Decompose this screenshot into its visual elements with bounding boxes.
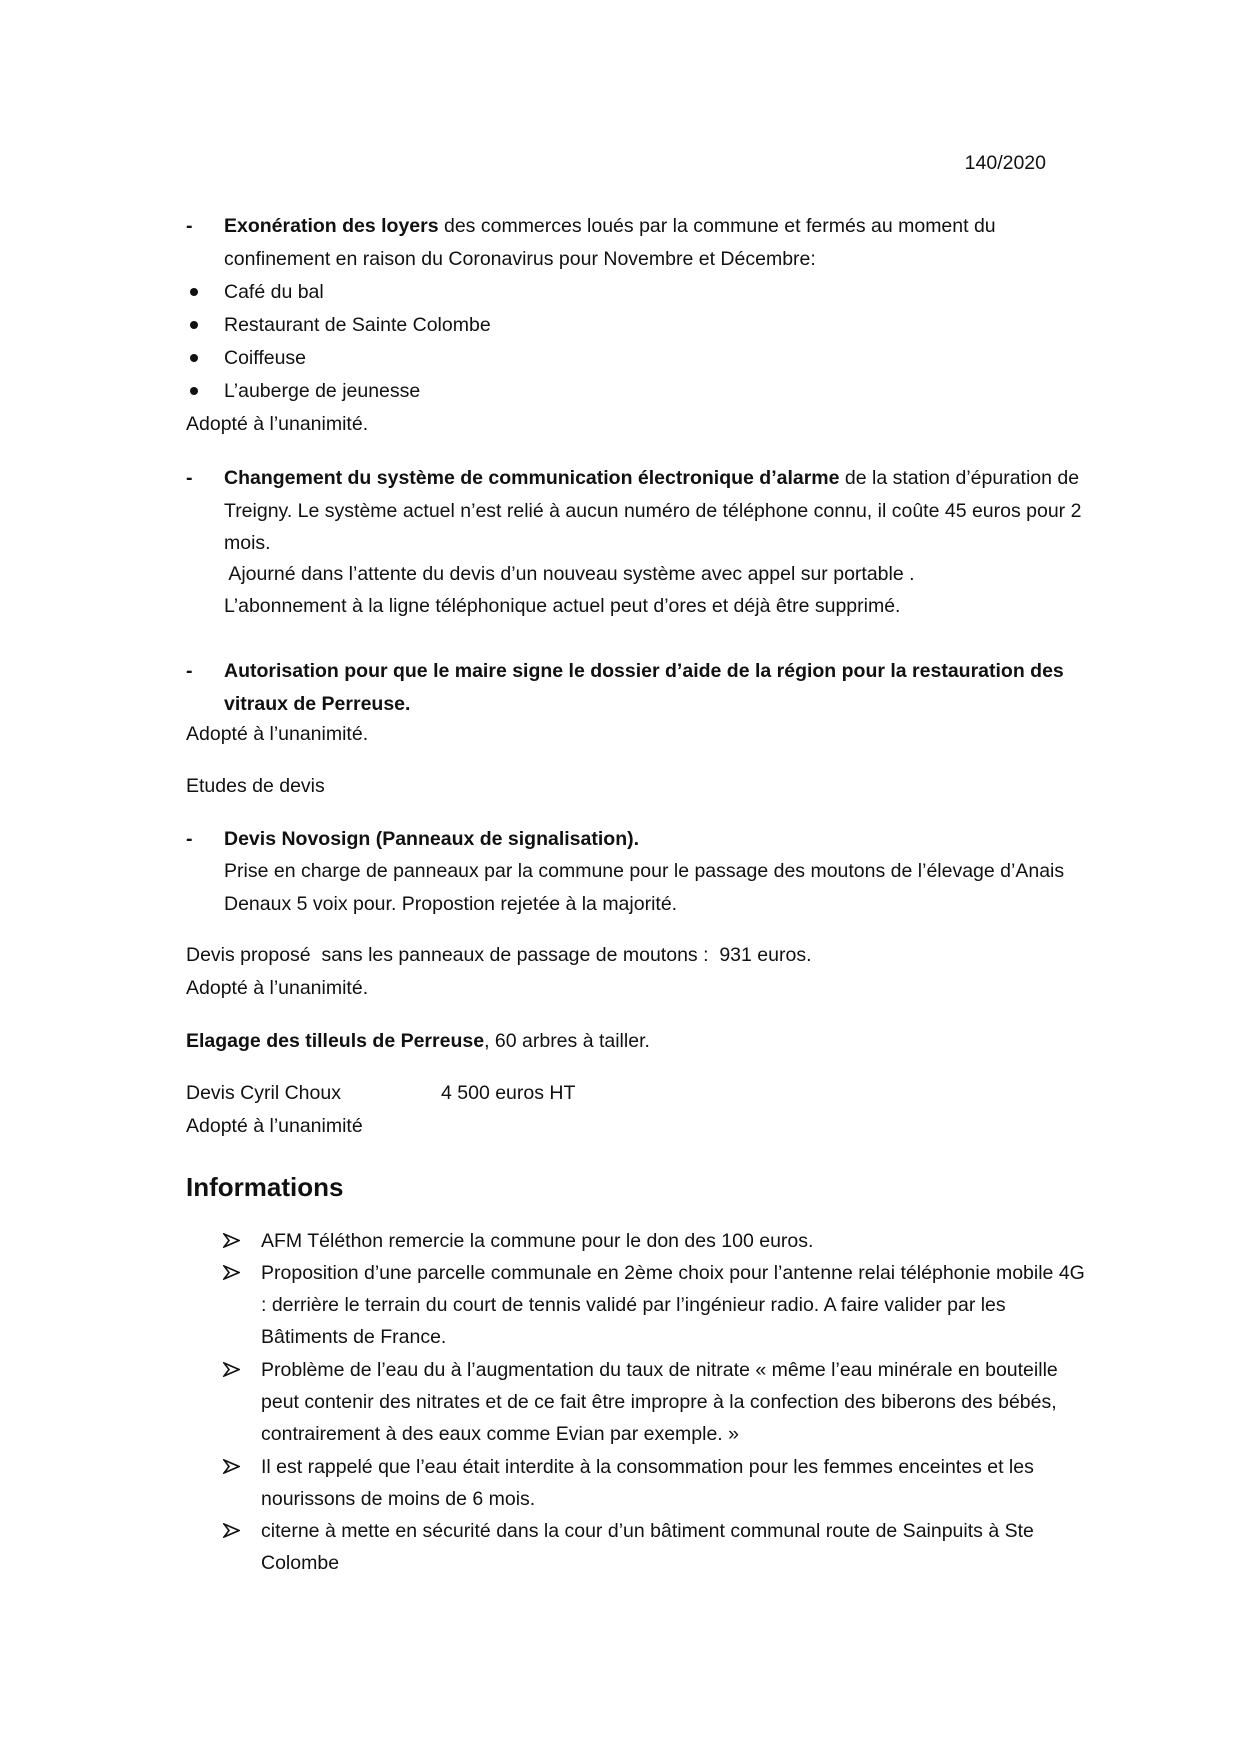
alarme-note-ajourne: Ajourné dans l’attente du devis d’un nouveau système avec appel sur portable . (224, 563, 915, 585)
arrow-bullet-icon (223, 1265, 240, 1280)
bullet-item: Café du bal (224, 281, 324, 303)
devis-cyril-label: Devis Cyril Choux (186, 1082, 341, 1104)
bullet-item: Coiffeuse (224, 347, 307, 369)
autorisation-result: Adopté à l’unanimité. (186, 723, 369, 745)
info-item: Il est rappelé que l’eau était interdite à la consommation pour les femmes enceintes et les nourissons de moins de 6 mois. (261, 1456, 1034, 1511)
exoneration-text: des commerces loués par la commune et fermés au moment du confinement en raison du Coronavirus pour Novembre et Décembre: (224, 215, 996, 270)
dash-marker: - (186, 215, 193, 237)
etudes-devis-heading: Etudes de devis (186, 775, 325, 797)
bullet-dot-icon (190, 354, 198, 362)
informations-heading: Informations (186, 1172, 344, 1202)
alarme-paragraph (224, 462, 1094, 560)
alarme-text: de la station d’épuration de Treigny. Le système actuel n’est relié à aucun numéro de téléphone connu, il coûte 45 euros pour 2 mois. (224, 467, 1082, 555)
dash-marker: - (186, 828, 193, 850)
arrow-bullet-icon (223, 1362, 240, 1377)
bullet-item: L’auberge de jeunesse (224, 380, 421, 402)
dash-marker: - (186, 467, 193, 489)
info-item: Proposition d’une parcelle communale en 2ème choix pour l’antenne relai téléphonie mobile 4G : derrière le terrain du court de tennis validé par l’ingénieur radio. A faire valider par les Bâtiments de France. (261, 1262, 1085, 1349)
info-item: Problème de l’eau du à l’augmentation du taux de nitrate « même l’eau minérale en bouteille peut contenir des nitrates et de ce fait être impropre à la confection des biberons des bébés, contrairement à des eaux comme Evian par exemple. » (261, 1359, 1058, 1446)
bullet-item: Restaurant de Sainte Colombe (224, 314, 491, 336)
bullet-dot-icon (190, 321, 198, 329)
bullet-dot-icon (190, 288, 198, 296)
alarme-note-abonnement: L’abonnement à la ligne téléphonique actuel peut d’ores et déjà être supprimé. (224, 595, 901, 617)
devis-cyril-amount: 4 500 euros HT (441, 1082, 576, 1104)
arrow-bullet-icon (223, 1523, 240, 1538)
exoneration-title: Exonération des loyers (224, 215, 439, 237)
page-number: 140/2020 (964, 152, 1046, 174)
elagage-title: Elagage des tilleuls de Perreuse (186, 1030, 485, 1052)
arrow-bullet-icon (223, 1233, 240, 1248)
elagage-line (186, 1029, 650, 1053)
devis-propose: Devis proposé sans les panneaux de passage de moutons : 931 euros. (186, 944, 812, 966)
devis-propose-result: Adopté à l’unanimité. (186, 977, 369, 999)
arrow-bullet-icon (223, 1459, 240, 1474)
exoneration-paragraph (224, 210, 1094, 275)
info-item: citerne à mette en sécurité dans la cour d’un bâtiment communal route de Sainpuits à Ste Colombe (261, 1520, 1034, 1575)
bullet-dot-icon (190, 387, 198, 395)
devis-cyril-result: Adopté à l’unanimité (186, 1115, 363, 1137)
exoneration-result: Adopté à l’unanimité. (186, 413, 369, 435)
novosign-text: Prise en charge de panneaux par la commune pour le passage des moutons de l’élevage d’Anais Denaux 5 voix pour. Propostion rejetée à la majorité. (224, 860, 1065, 915)
elagage-text: , 60 arbres à tailler. (484, 1030, 650, 1052)
dash-marker: - (186, 660, 193, 682)
info-item: AFM Téléthon remercie la commune pour le don des 100 euros. (261, 1230, 814, 1252)
novosign-title: Devis Novosign (Panneaux de signalisation). (224, 828, 640, 850)
autorisation-title: Autorisation pour que le maire signe le dossier d’aide de la région pour la restauration des vitraux de Perreuse. (224, 660, 1064, 715)
alarme-title: Changement du système de communication électronique d’alarme (224, 467, 840, 489)
